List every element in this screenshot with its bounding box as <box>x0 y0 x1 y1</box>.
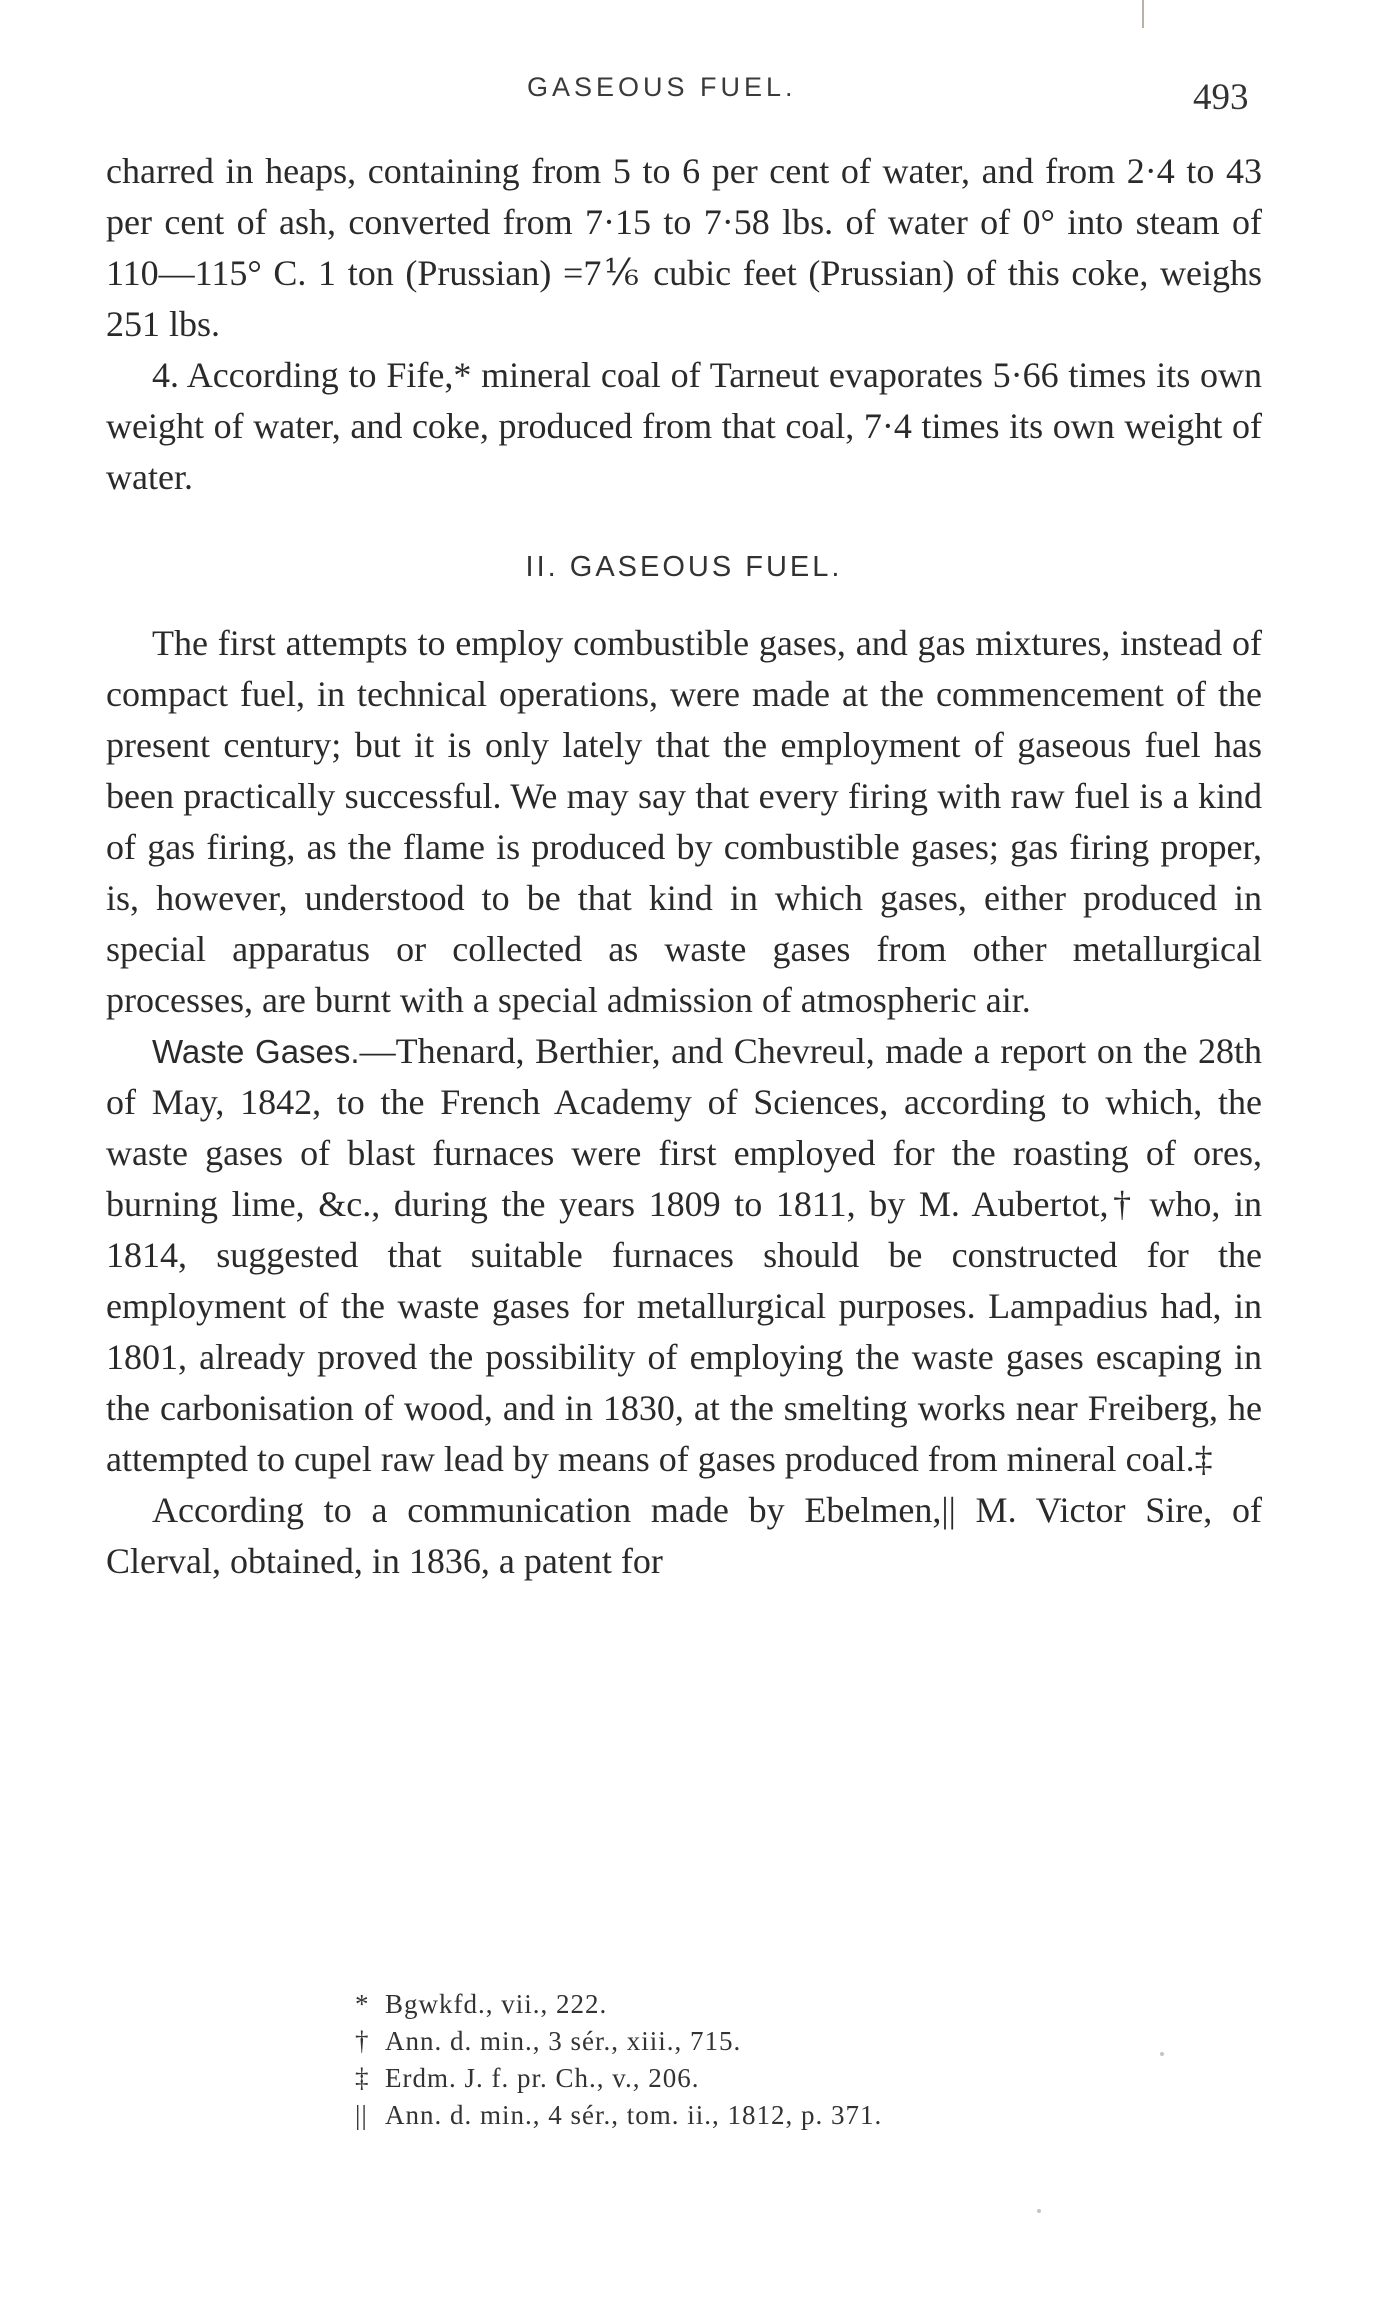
footnote-mark: † <box>355 2026 370 2056</box>
page-header <box>0 70 1388 120</box>
footnote-text: Bgwkfd., vii., 222. <box>385 1989 608 2019</box>
paragraph-waste-gases <box>106 1026 1262 1485</box>
footnote <box>355 2023 1155 2060</box>
paragraph-coke-evaporation: charred in heaps, containing from 5 to 6 per cent of water, and from 2·4 to 43 per cent of ash, converted from 7·15 to 7·58 lbs. of water of 0° into steam of 110—115° C. 1 ton (Prussian) =7⅙ cubic feet (Prussian) of this coke, weighs 251 lbs. <box>106 151 1262 344</box>
paragraph-fife: 4. According to Fife,* mineral coal of Tarneut evaporates 5·66 times its own weight of water, and coke, produced from that coal, 7·4 times its own weight of water. <box>106 355 1262 497</box>
page-number: 493 <box>1193 77 1249 118</box>
body-text <box>106 146 1262 1587</box>
paragraph-first-attempts: The first attempts to employ combustible gases, and gas mixtures, instead of compact fuel, in technical operations, were made at the commencement of the present century; but it is only lately that the employment of gaseous fuel has been practically successful. We may say that every firing with raw fuel is a kind of gas firing, as the flame is produced by combustible gases; gas firing proper, is, however, understood to be that kind in which gases, either produced in special apparatus or collected as waste gases from other metallurgical processes, are burnt with a special admission of atmospheric air. <box>106 623 1262 1020</box>
paper-speck <box>1160 2052 1164 2056</box>
run-in-heading: Waste Gases. <box>152 1033 360 1070</box>
footnote <box>355 2097 1155 2134</box>
footnote-mark: ‡ <box>355 2063 370 2093</box>
running-title: GASEOUS FUEL. <box>527 72 797 102</box>
footnotes <box>355 1986 1155 2134</box>
footnote <box>355 1986 1155 2023</box>
footnote <box>355 2060 1155 2097</box>
footnote-mark: * <box>355 1989 370 2019</box>
paragraph-waste-gases-text: —Thenard, Berthier, and Chevreul, made a report on the 28th of May, 1842, to the French Academy of Sciences, according to which, the waste gases of blast furnaces were first employed for the roasting of ores, burning lime, &c., during the years 1809 to 1811, by M. Aubertot,† who, in 1814, suggested that suitable furnaces should be constructed for the employment of the waste gases for metallurgical purposes. Lampadius had, in 1801, already proved the possibility of employing the waste gases escaping in the carbonisation of wood, and in 1830, at the smelting works near Freiberg, he attempted to cupel raw lead by means of gases produced from mineral coal.‡ <box>106 1031 1262 1479</box>
section-heading: II. GASEOUS FUEL. <box>525 551 843 583</box>
footnote-mark: || <box>355 2100 368 2130</box>
footnote-text: Erdm. J. f. pr. Ch., v., 206. <box>385 2063 700 2093</box>
page-edge-mark <box>1142 0 1144 28</box>
footnote-text: Ann. d. min., 3 sér., xiii., 715. <box>385 2026 742 2056</box>
footnote-text: Ann. d. min., 4 sér., tom. ii., 1812, p. 371. <box>385 2100 883 2130</box>
paper-speck <box>1037 2209 1041 2213</box>
paragraph-ebelmen: According to a communication made by Ebelmen,|| M. Victor Sire, of Clerval, obtained, in 1836, a patent for <box>106 1490 1262 1581</box>
